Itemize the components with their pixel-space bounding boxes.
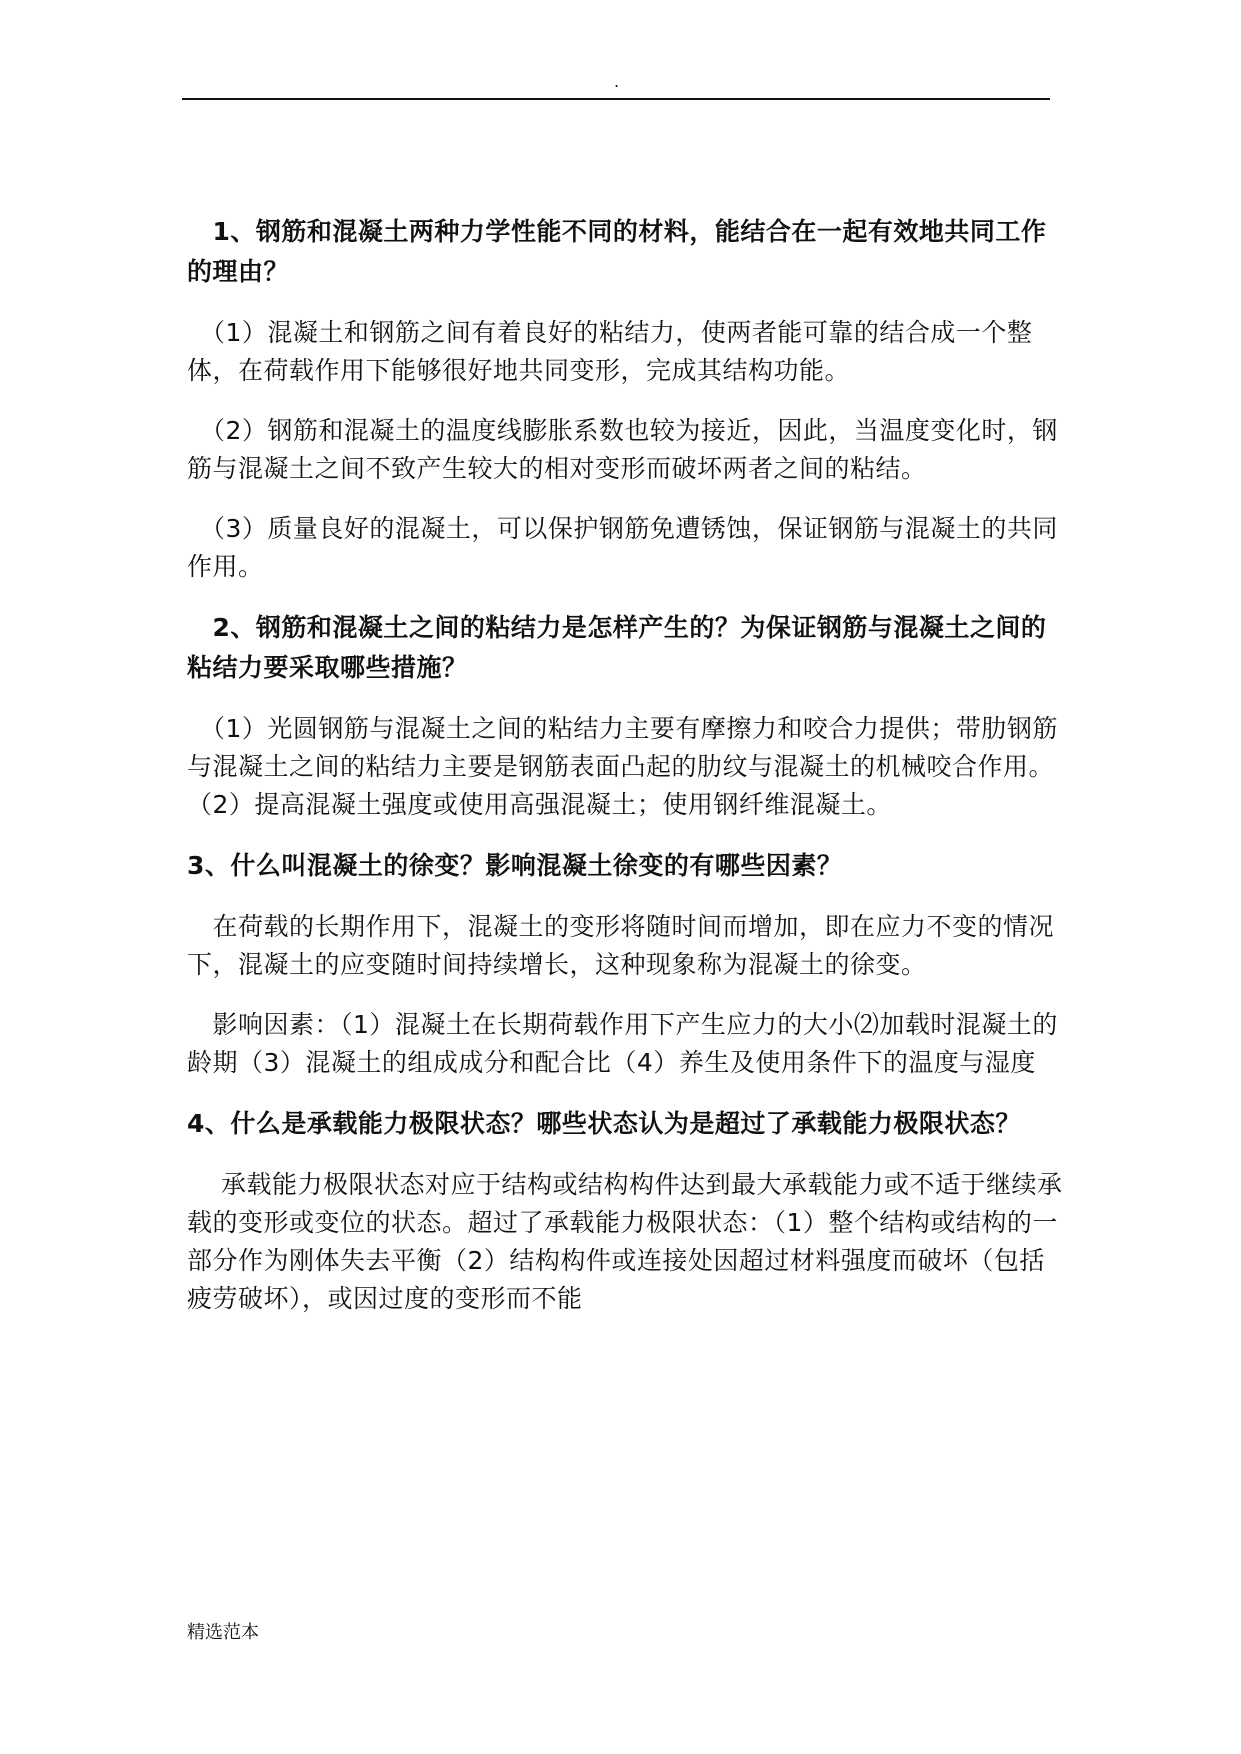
question-4 [187,1104,1067,1318]
question-1-answer-1: （1）混凝土和钢筋之间有着良好的粘结力，使两者能可靠的结合成一个整体，在荷载作用下能够很好地共同变形，完成其结构功能。 [187,318,1033,385]
question-1-answer-3: （3）质量良好的混凝土，可以保护钢筋免遭锈蚀，保证钢筋与混凝土的共同作用。 [187,514,1058,581]
question-3-heading: 3、什么叫混凝土的徐变？影响混凝土徐变的有哪些因素？ [187,851,843,880]
page-footer: 精选范本 [187,1622,259,1643]
question-1-heading: 1、钢筋和混凝土两种力学性能不同的材料，能结合在一起有效地共同工作的理由？ [187,217,1047,286]
question-2-heading: 2、钢筋和混凝土之间的粘结力是怎样产生的？为保证钢筋与混凝土之间的粘结力要采取哪些措施？ [187,613,1047,682]
question-4-heading: 4、什么是承载能力极限状态？哪些状态认为是超过了承载能力极限状态？ [187,1109,1021,1138]
question-2-answer-1: （1）光圆钢筋与混凝土之间的粘结力主要有摩擦力和咬合力提供；带肋钢筋与混凝土之间的粘结力主要是钢筋表面凸起的肋纹与混凝土的机械咬合作用。（2）提高混凝土强度或使用高强混凝土；使用钢纤维混凝土。 [187,714,1058,819]
question-4-answer-1: 承载能力极限状态对应于结构或结构构件达到最大承载能力或不适于继续承载的变形或变位的状态。超过了承载能力极限状态：（1）整个结构或结构的一部分作为刚体失去平衡（2）结构构件或连接处因超过材料强度而破坏（包括疲劳破坏），或因过度的变形而不能 [187,1170,1063,1313]
question-1-answer-2: （2）钢筋和混凝土的温度线膨胀系数也较为接近，因此，当温度变化时，钢筋与混凝土之间不致产生较大的相对变形而破坏两者之间的粘结。 [187,416,1058,483]
document-body [187,212,1067,1340]
header-mark: . [614,72,620,91]
question-3-answer-2: 影响因素：（1）混凝土在长期荷载作用下产生应力的大小⑵加载时混凝土的龄期（3）混凝土的组成成分和配合比（4）养生及使用条件下的温度与湿度 [187,1010,1058,1077]
question-3-answer-1: 在荷载的长期作用下，混凝土的变形将随时间而增加，即在应力不变的情况下，混凝土的应变随时间持续增长，这种现象称为混凝土的徐变。 [187,912,1055,979]
question-2 [187,608,1067,824]
header-rule [182,98,1050,100]
question-3 [187,846,1067,1082]
question-1 [187,212,1067,586]
